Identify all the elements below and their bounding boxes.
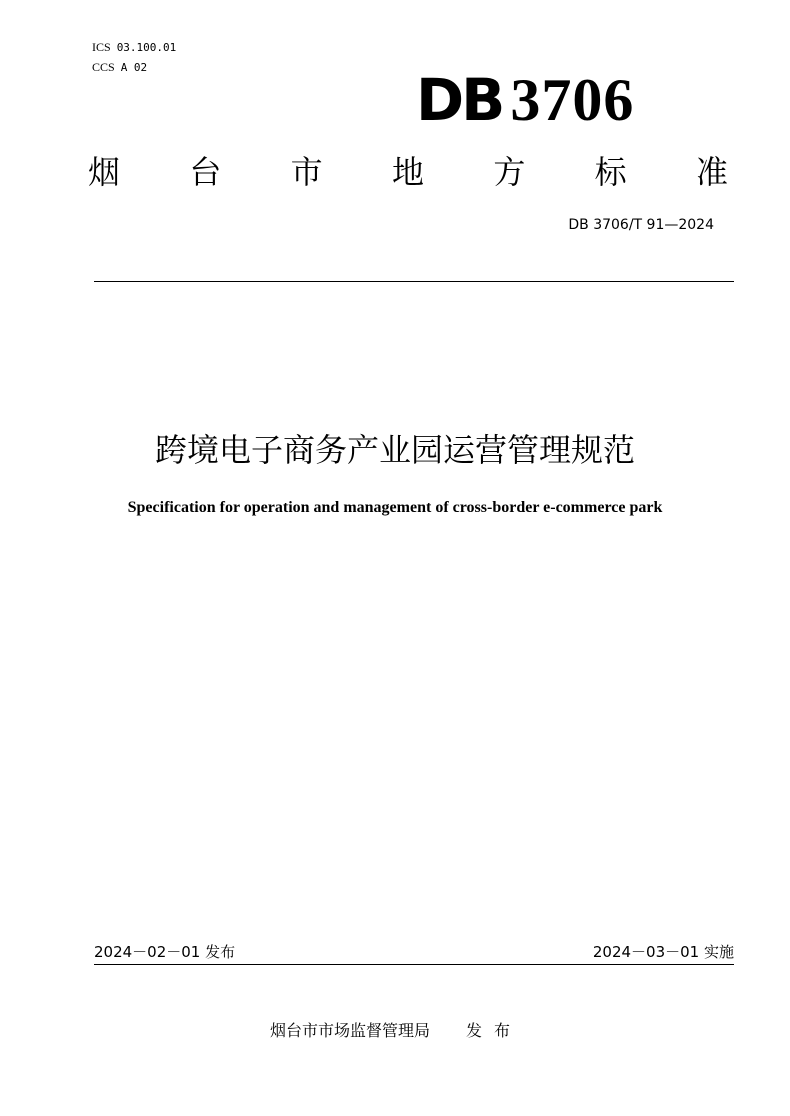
ccs-classification — [92, 60, 147, 75]
issuer-action: 发布 — [466, 1021, 523, 1040]
standard-code-prefix: DB — [416, 66, 503, 134]
ics-code: 03.100.01 — [116, 41, 177, 54]
issuer-line — [270, 1020, 522, 1042]
ccs-code: A 02 — [120, 61, 148, 74]
issuer-name: 烟台市市场监督管理局 — [270, 1021, 431, 1040]
top-divider — [94, 281, 734, 282]
document-title-english: Specification for operation and management of cross-border e-commerce park — [127, 499, 663, 516]
standard-type-char: 台 — [189, 153, 222, 191]
standard-code-region: 3706 — [510, 67, 635, 133]
standard-type-heading — [88, 152, 728, 192]
bottom-divider — [94, 964, 734, 965]
implement-date: 2024－03－01 实施 — [592, 943, 734, 961]
standard-type-char: 准 — [695, 153, 728, 191]
standard-type-char: 地 — [391, 153, 424, 191]
standard-type-char: 市 — [290, 153, 323, 191]
document-title-chinese: 跨境电子商务产业园运营管理规范 — [154, 431, 635, 469]
ics-label: ICS — [92, 40, 111, 54]
standard-code-heading — [416, 66, 635, 134]
publish-date: 2024－02－01 发布 — [94, 943, 236, 961]
standard-type-char: 标 — [594, 153, 627, 191]
ics-classification — [92, 40, 176, 55]
standard-number: DB 3706/T 91—2024 — [568, 217, 714, 233]
ccs-label: CCS — [92, 60, 115, 74]
standard-type-char: 烟 — [88, 153, 121, 191]
standard-type-char: 方 — [493, 153, 526, 191]
